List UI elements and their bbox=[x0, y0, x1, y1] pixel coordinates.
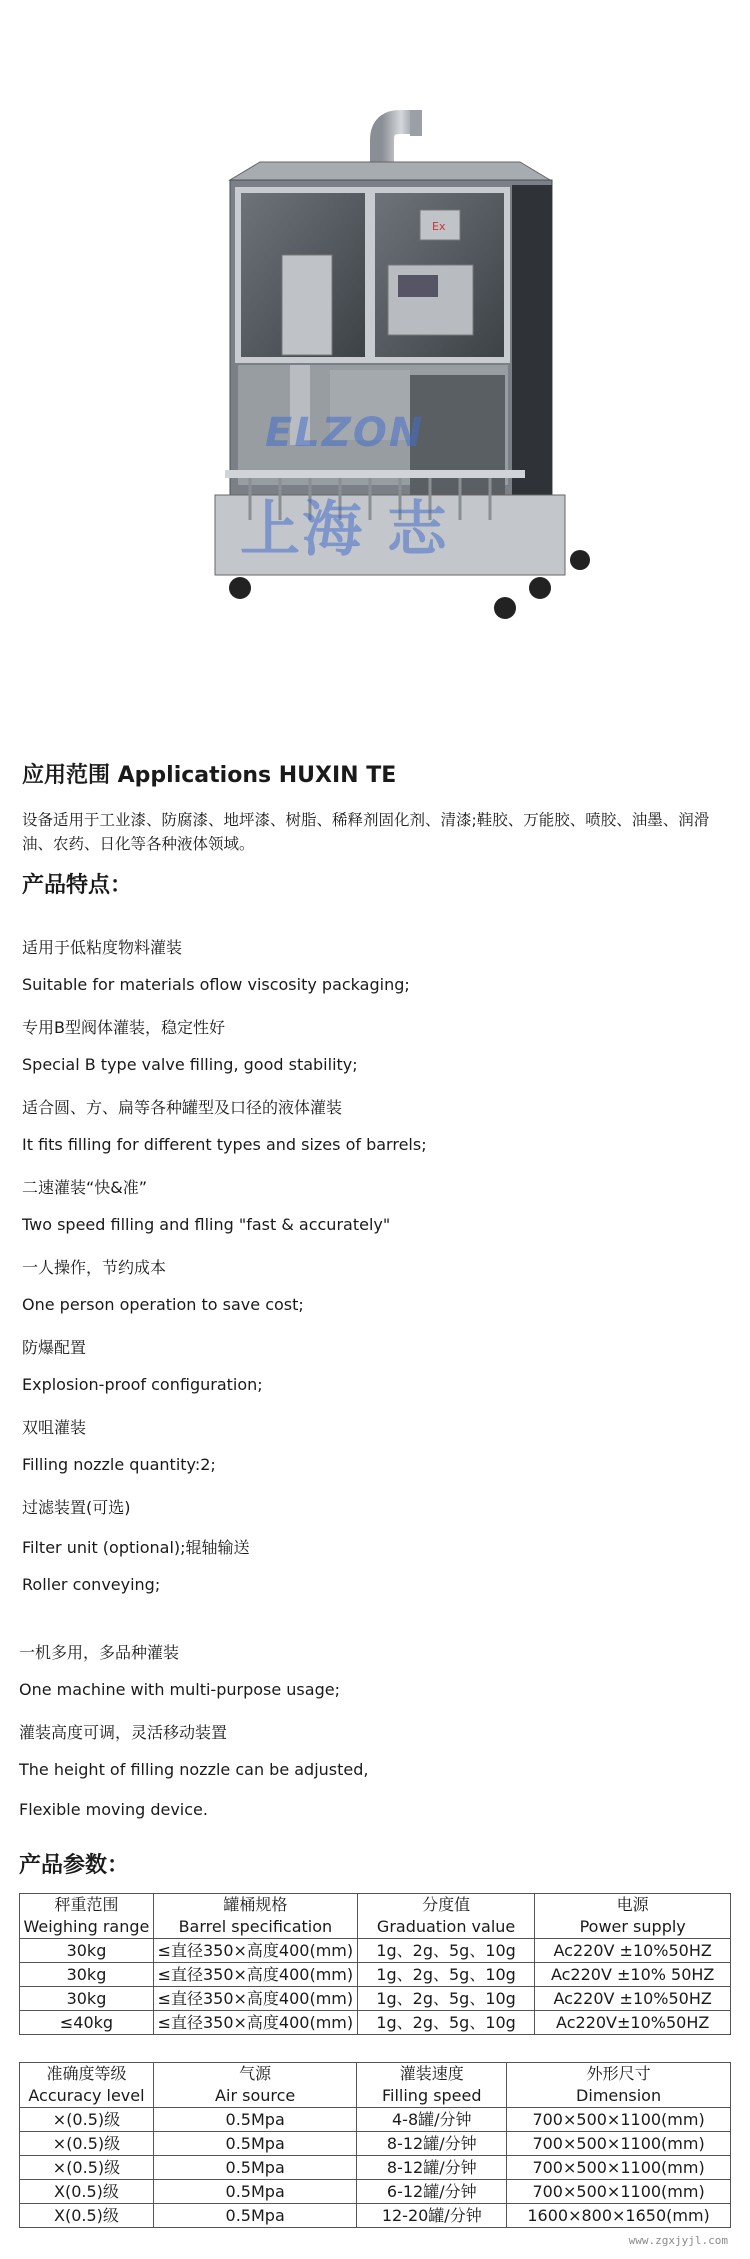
table-header-row bbox=[20, 2063, 731, 2108]
filling-machine-illustration bbox=[0, 0, 750, 720]
feature-line: One machine with multi-purpose usage; bbox=[19, 1680, 340, 1699]
table-cell: 1g、2g、5g、10g bbox=[357, 1963, 535, 1987]
table-cell: 700×500×1100(mm) bbox=[507, 2156, 731, 2180]
table-header-cell: 外形尺寸 Dimension bbox=[507, 2063, 731, 2108]
feature-line: 二速灌装“快&准” bbox=[22, 1178, 148, 1197]
table-cell: 700×500×1100(mm) bbox=[507, 2180, 731, 2204]
feature-line: 过滤装置(可选) bbox=[22, 1498, 131, 1517]
table-cell: ≤直径350×高度400(mm) bbox=[153, 1963, 357, 1987]
feature-line: 适合圆、方、扁等各种罐型及口径的液体灌装 bbox=[22, 1098, 343, 1117]
feature-line: Explosion-proof configuration; bbox=[22, 1375, 263, 1394]
table-cell: 8-12罐/分钟 bbox=[357, 2156, 507, 2180]
table-cell: 1600×800×1650(mm) bbox=[507, 2204, 731, 2228]
table-header-cell: 气源 Air source bbox=[153, 2063, 356, 2108]
table-cell: ×(0.5)级 bbox=[20, 2108, 154, 2132]
table-header-row bbox=[20, 1894, 731, 1939]
applications-title: 应用范围 Applications HUXIN TE bbox=[22, 763, 397, 788]
table-cell: ≤直径350×高度400(mm) bbox=[153, 1939, 357, 1963]
feature-line: 双咀灌装 bbox=[22, 1418, 87, 1437]
table-row bbox=[20, 2204, 731, 2228]
feature-line: 适用于低粘度物料灌装 bbox=[22, 938, 183, 957]
table-cell: X(0.5)级 bbox=[20, 2180, 154, 2204]
feature-line: 灌装高度可调，灵活移动装置 bbox=[19, 1723, 228, 1742]
feature-line: One person operation to save cost; bbox=[22, 1295, 304, 1314]
table-cell: 0.5Mpa bbox=[153, 2132, 356, 2156]
table-row bbox=[20, 2011, 731, 2035]
table-cell: ×(0.5)级 bbox=[20, 2132, 154, 2156]
table-header-cell: 分度值 Graduation value bbox=[357, 1894, 535, 1939]
table-cell: 0.5Mpa bbox=[153, 2156, 356, 2180]
table-cell: 1g、2g、5g、10g bbox=[357, 1939, 535, 1963]
table-cell: X(0.5)级 bbox=[20, 2204, 154, 2228]
table-row bbox=[20, 2180, 731, 2204]
feature-line: Filter unit (optional);辊轴输送 bbox=[22, 1538, 250, 1557]
table-cell: Ac220V ±10% 50HZ bbox=[535, 1963, 731, 1987]
table-header-cell: 罐桶规格 Barrel specification bbox=[153, 1894, 357, 1939]
table-cell: ×(0.5)级 bbox=[20, 2156, 154, 2180]
feature-line: Two speed filling and flling "fast & accurately" bbox=[22, 1215, 391, 1234]
feature-line: 一人操作，节约成本 bbox=[22, 1258, 167, 1277]
table-cell: 30kg bbox=[20, 1939, 154, 1963]
feature-line: The height of filling nozzle can be adjusted, bbox=[19, 1760, 369, 1779]
table-cell: 12-20罐/分钟 bbox=[357, 2204, 507, 2228]
table-cell: Ac220V±10%50HZ bbox=[535, 2011, 731, 2035]
table-row bbox=[20, 2156, 731, 2180]
features-title: 产品特点： bbox=[22, 873, 133, 898]
table-header-cell: 电源 Power supply bbox=[535, 1894, 731, 1939]
table-cell: 1g、2g、5g、10g bbox=[357, 2011, 535, 2035]
feature-line: Flexible moving device. bbox=[19, 1800, 208, 1819]
table-header-cell: 灌装速度 Filling speed bbox=[357, 2063, 507, 2108]
table-cell: 700×500×1100(mm) bbox=[507, 2132, 731, 2156]
table-cell: 0.5Mpa bbox=[153, 2180, 356, 2204]
table-cell: 6-12罐/分钟 bbox=[357, 2180, 507, 2204]
table-cell: 30kg bbox=[20, 1987, 154, 2011]
feature-line: Roller conveying; bbox=[22, 1575, 161, 1594]
table-cell: Ac220V ±10%50HZ bbox=[535, 1939, 731, 1963]
table-cell: 4-8罐/分钟 bbox=[357, 2108, 507, 2132]
table-cell: Ac220V ±10%50HZ bbox=[535, 1987, 731, 2011]
table-row bbox=[20, 1987, 731, 2011]
site-watermark: www.zgxjyjl.com bbox=[628, 2234, 728, 2247]
table-cell: 30kg bbox=[20, 1963, 154, 1987]
feature-line: 防爆配置 bbox=[22, 1338, 87, 1357]
feature-line: 一机多用，多品种灌装 bbox=[19, 1643, 180, 1662]
table-header-cell: 准确度等级 Accuracy level bbox=[20, 2063, 154, 2108]
applications-text: 设备适用于工业漆、防腐漆、地坪漆、树脂、稀释剂固化剂、清漆;鞋胶、万能胶、喷胶、油墨、润滑油、农药、日化等各种液体领域。 bbox=[22, 811, 710, 853]
table-cell: ≤直径350×高度400(mm) bbox=[153, 1987, 357, 2011]
table-cell: ≤40kg bbox=[20, 2011, 154, 2035]
table-row bbox=[20, 2108, 731, 2132]
table-cell: 700×500×1100(mm) bbox=[507, 2108, 731, 2132]
table-cell: 1g、2g、5g、10g bbox=[357, 1987, 535, 2011]
watermark-brand-en: ELZON bbox=[265, 410, 425, 456]
watermark-brand-cn: 上海 志 bbox=[240, 495, 449, 565]
params-title: 产品参数： bbox=[19, 1853, 130, 1878]
feature-line: Filling nozzle quantity:2; bbox=[22, 1455, 216, 1474]
feature-line: Special B type valve filling, good stability; bbox=[22, 1055, 358, 1074]
table-cell: ≤直径350×高度400(mm) bbox=[153, 2011, 357, 2035]
product-photo bbox=[0, 0, 750, 720]
spec-table-1 bbox=[19, 1893, 731, 2035]
feature-line: Suitable for materials oflow viscosity packaging; bbox=[22, 975, 410, 994]
feature-line: 专用B型阀体灌装，稳定性好 bbox=[22, 1018, 225, 1037]
spec-table-2 bbox=[19, 2062, 731, 2228]
table-cell: 8-12罐/分钟 bbox=[357, 2132, 507, 2156]
feature-line: It fits filling for different types and sizes of barrels; bbox=[22, 1135, 427, 1154]
table-row bbox=[20, 1939, 731, 1963]
ex-label: Ex bbox=[432, 220, 446, 233]
table-header-cell: 秤重范围 Weighing range bbox=[20, 1894, 154, 1939]
table-cell: 0.5Mpa bbox=[153, 2204, 356, 2228]
table-row bbox=[20, 2132, 731, 2156]
table-cell: 0.5Mpa bbox=[153, 2108, 356, 2132]
table-row bbox=[20, 1963, 731, 1987]
